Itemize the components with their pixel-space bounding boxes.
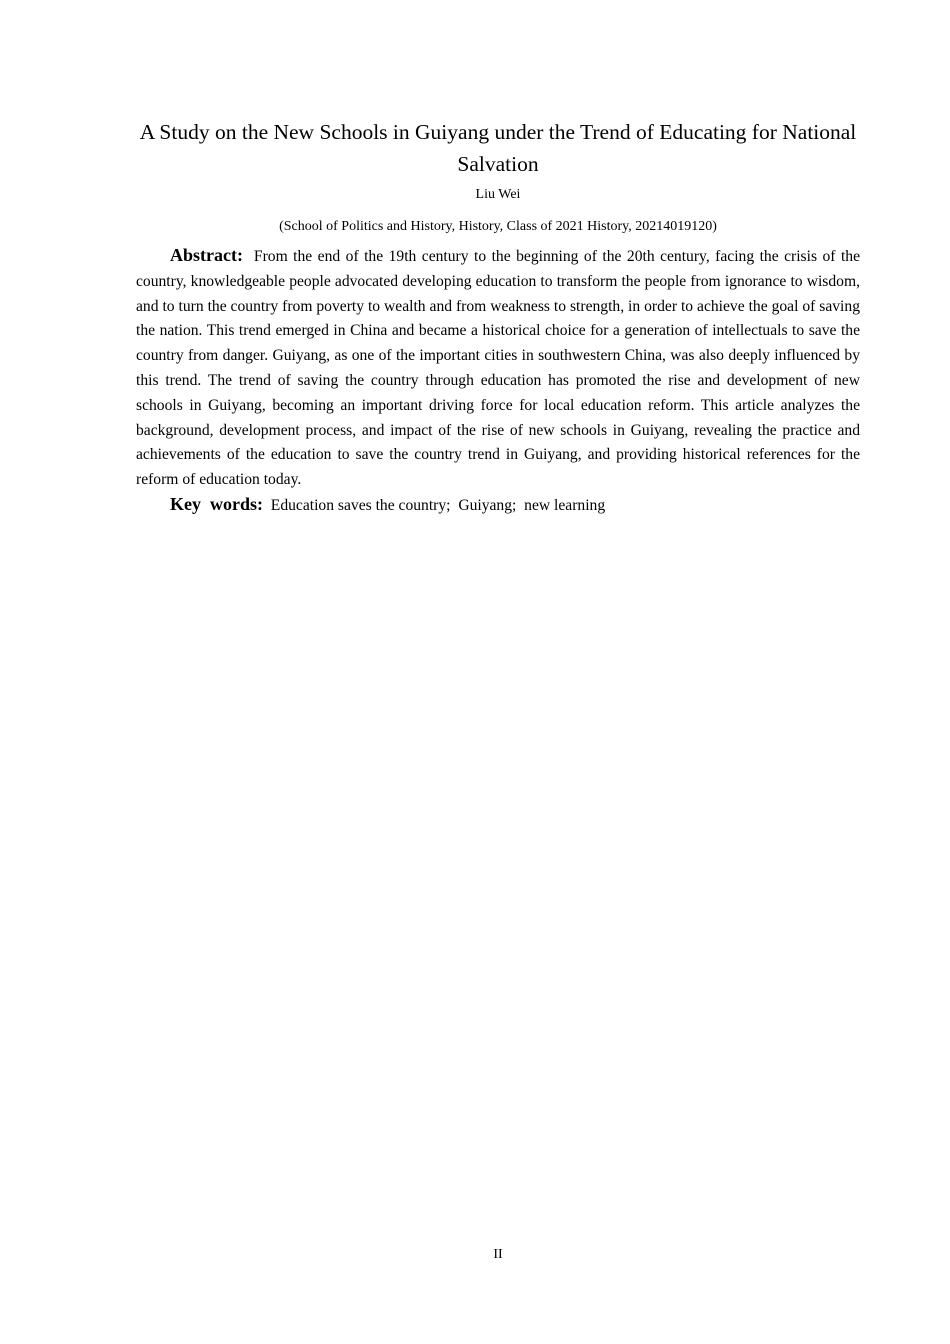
page-number: II [493, 1247, 503, 1262]
keywords-paragraph [136, 492, 860, 519]
paper-title: A Study on the New Schools in Guiyang under the Trend of Educating for National Salvation [139, 120, 857, 176]
author-name: Liu Wei [475, 187, 521, 202]
keyword-item: new learning [524, 497, 606, 514]
author-affiliation: (School of Politics and History, History, Class of 2021 History, 20214019120) [279, 219, 717, 234]
abstract-paragraph [136, 243, 860, 493]
abstract-text: From the end of the 19th century to the beginning of the 20th century, facing the crisis of the country, knowledgeable people advocated developing education to transform the people from ignorance to wisdom, and to turn the country from poverty to wealth and from weakness to strength, in order to achieve the goal of saving the nation. This trend emerged in China and became a historical choice for a generation of intellectuals to save the country from danger. Guiyang, as one of the important cities in southwestern China, was also deeply influenced by this trend. The trend of saving the country through education has promoted the rise and development of new schools in Guiyang, becoming an important driving force for local education reform. This article analyzes the background, development process, and impact of the rise of new schools in Guiyang, revealing the practice and achievements of the education to save the country trend in Guiyang, and providing historical references for the reform of education today. [136, 248, 860, 489]
keywords-label: Key words: [170, 494, 263, 514]
keyword-item: Education saves the country; [270, 497, 451, 514]
abstract-label: Abstract: [170, 245, 243, 265]
keyword-item: Guiyang; [458, 497, 517, 514]
